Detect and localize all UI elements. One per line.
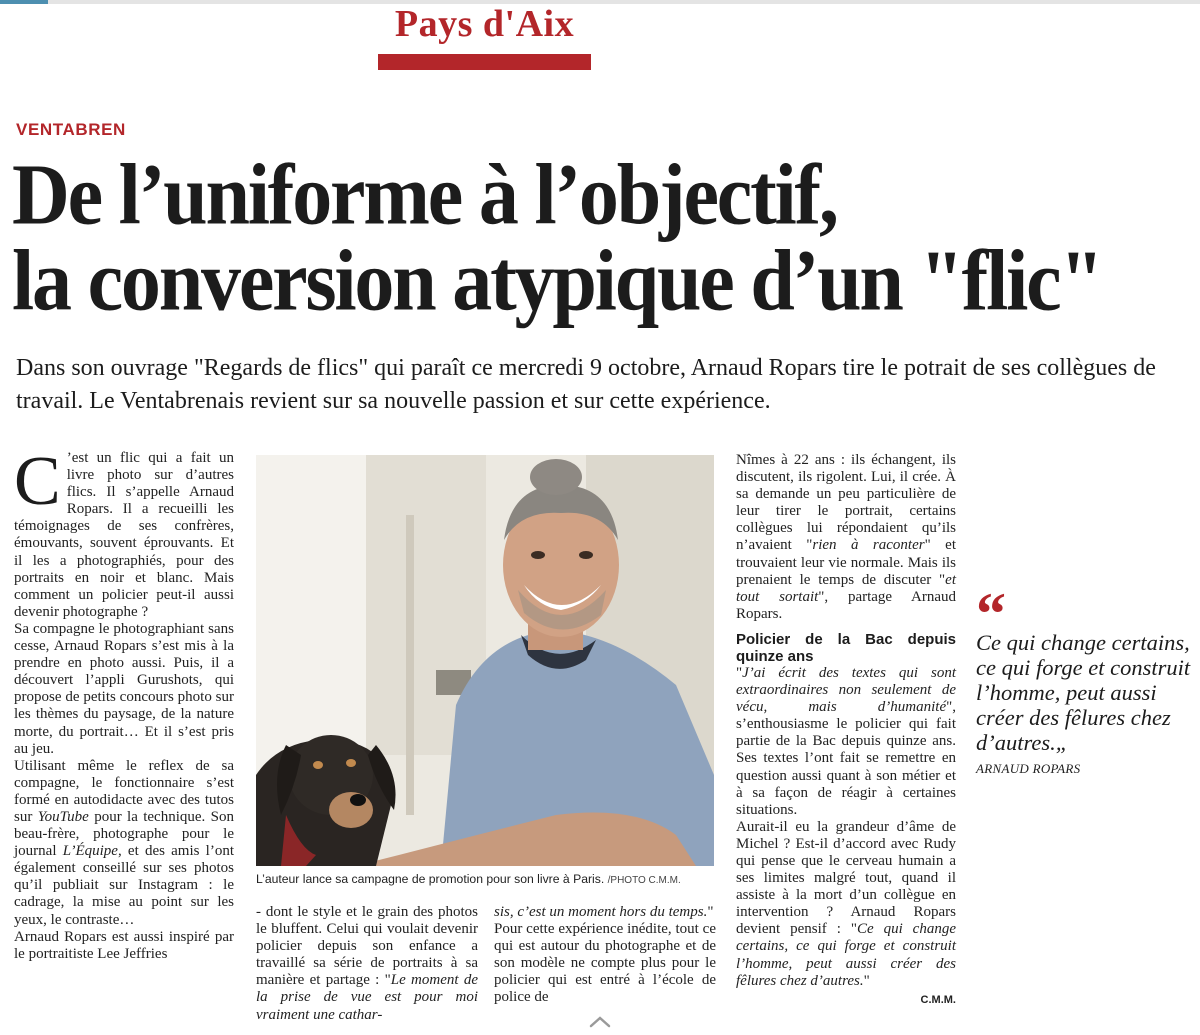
- paragraph-text: ": [736, 664, 743, 681]
- quote-close-mark: „: [1055, 730, 1069, 755]
- paragraph-text: pour la technique. Son beau-frère, photographe pour le journal: [14, 808, 234, 860]
- paragraph: Sa compagne le photographiant sans cesse, Arnaud Ropars s’est mis à la prendre en photo aussi. Puis, il a découvert l’appli Gurushots, qui propose de petits concours photo sur les thèmes du paysage, de la nature morte, du portrait… Et il s’est pris au jeu.: [14, 620, 234, 757]
- paragraph-text: ": [707, 904, 714, 920]
- section-title: Pays d'Aix: [394, 3, 575, 45]
- paragraph: [736, 819, 956, 990]
- headline-line-1: De l’uniforme à l’objectif,: [12, 147, 837, 243]
- paragraph: [736, 665, 956, 819]
- drop-cap: C: [14, 443, 61, 520]
- caption-text: L’auteur lance sa campagne de promotion pour son livre à Paris.: [256, 872, 605, 886]
- paragraph: [14, 758, 234, 929]
- top-border: [0, 0, 1200, 4]
- youtube-name: YouTube: [37, 808, 89, 825]
- paragraph: Arnaud Ropars est aussi inspiré par le portraitiste Lee Jeffries: [14, 928, 234, 962]
- photo-credit: /PHOTO C.M.M.: [607, 875, 681, 886]
- headline: [12, 147, 1197, 330]
- quote-text: rien à raconter: [812, 537, 925, 554]
- photo-caption: [256, 872, 716, 886]
- paragraph: Pour cette expérience inédite, tout ce qui est autour du photographe et de son modèle ne compte plus pour le policier qui est entré à l’école de police de: [494, 921, 716, 1006]
- article-column-3: [494, 904, 716, 1007]
- paragraph-text: ": [863, 972, 870, 989]
- article-column-2: [256, 904, 478, 1024]
- paragraph-text: - dont le style et le grain des photos le bluffent. Celui qui voulait devenir policier depuis son enfance a travaillé sa série de portraits à sa manière et partage : ": [256, 904, 478, 989]
- paragraph: [494, 904, 716, 921]
- subheading: Policier de la Bac depuis quinze ans: [736, 630, 956, 665]
- quote-text: Le moment de la prise de vue est pour moi vraiment une cathar-: [256, 972, 478, 1023]
- quote-text: et tout sortait: [736, 571, 956, 605]
- paragraph: [736, 452, 956, 623]
- paragraph-text: ", partage Arnaud Ropars.: [736, 588, 957, 622]
- paragraph-text: ’est un flic qui a fait un livre photo sur d’autres flics. Il s’appelle Arnaud Ropars. Il a recueilli les témoignages de ses confrères, émouvants, souvent éprouvants. Et il les a photographiés, pour des portraits en noir et blanc. Mais comment un policier peut-il aussi devenir photographe ?: [14, 450, 234, 620]
- paragraph-text: , et des amis l’ont également conseillé sur ses photos qu’il publiait sur Instagram : le cadrage, la mise au point sur les yeux, le contraste…: [14, 843, 234, 928]
- pull-quote-body: Ce qui change certains, ce qui forge et construit l’homme, peut aussi créer des fêlures chez d’autres.: [976, 630, 1191, 755]
- photo-illustration: [256, 455, 714, 866]
- quote-text: sis, c’est un moment hors du temps.: [494, 904, 708, 920]
- paragraph: [256, 904, 478, 1024]
- pull-quote-author: ARNAUD ROPARS: [976, 761, 1081, 776]
- pull-quote: [976, 581, 1191, 777]
- paragraph: [14, 443, 234, 621]
- paragraph-text: Nîmes à 22 ans : ils échangent, ils discutent, ils rigolent. Lui, il crée. À sa demande un peu particulière de leur tirer le portrait, certains collègues lui répondaient qu’ils n’avaient ": [736, 452, 956, 554]
- paragraph-text: " et trouvaient leur vie normale. Mais ils prenaient le temps de discuter ": [736, 537, 956, 588]
- paragraph-text: Utilisant même le reflex de sa compagne, le fonctionnaire s’est formé en autodidacte avec des tutos sur: [14, 757, 234, 825]
- author-signature: C.M.M.: [920, 993, 956, 1006]
- section-underline: [378, 54, 591, 70]
- paragraph-text: Aurait-il eu la grandeur d’âme de Michel ? Est-il d’accord avec Rudy qui pense que le cerveau humain a ses limites malgré tout, quand il assiste à la mort d’un collègue en intervention ? Arnaud Ropars devient pensif : ": [736, 818, 956, 938]
- article-photo: [256, 455, 714, 866]
- quote-text: Ce qui change certains, ce qui forge et construit l’homme, peut aussi créer des fêlures chez d’autres.: [736, 921, 956, 989]
- paragraph-text: ", s’enthousiasme le policier qui fait partie de la Bac depuis quinze ans. Ses textes l’ont fait se remettre en question aussi quant à son métier et à sa façon de réagir à certaines situations.: [736, 699, 956, 818]
- kicker-location: VENTABREN: [16, 120, 126, 139]
- progress-accent: [0, 0, 48, 4]
- quote-open-mark: “: [976, 581, 1006, 647]
- pull-quote-text: [976, 630, 1191, 755]
- standfirst: Dans son ouvrage "Regards de flics" qui paraît ce mercredi 9 octobre, Arnaud Ropars tire le potrait de ses collègues de travail. Le Ventabrenais revient sur sa nouvelle passion et sur cette expérience.: [16, 355, 1156, 414]
- lequipe-name: L’Équipe: [62, 843, 118, 860]
- quote-text: J’ai écrit des textes qui sont extraordinaires non seulement de vécu, mais d’humanité: [736, 664, 956, 716]
- chevron-up-icon[interactable]: [588, 1014, 612, 1030]
- article-column-1: [14, 443, 234, 963]
- headline-line-2: la conversion atypique d’un "flic": [12, 234, 1102, 330]
- article-column-4: [736, 452, 956, 1009]
